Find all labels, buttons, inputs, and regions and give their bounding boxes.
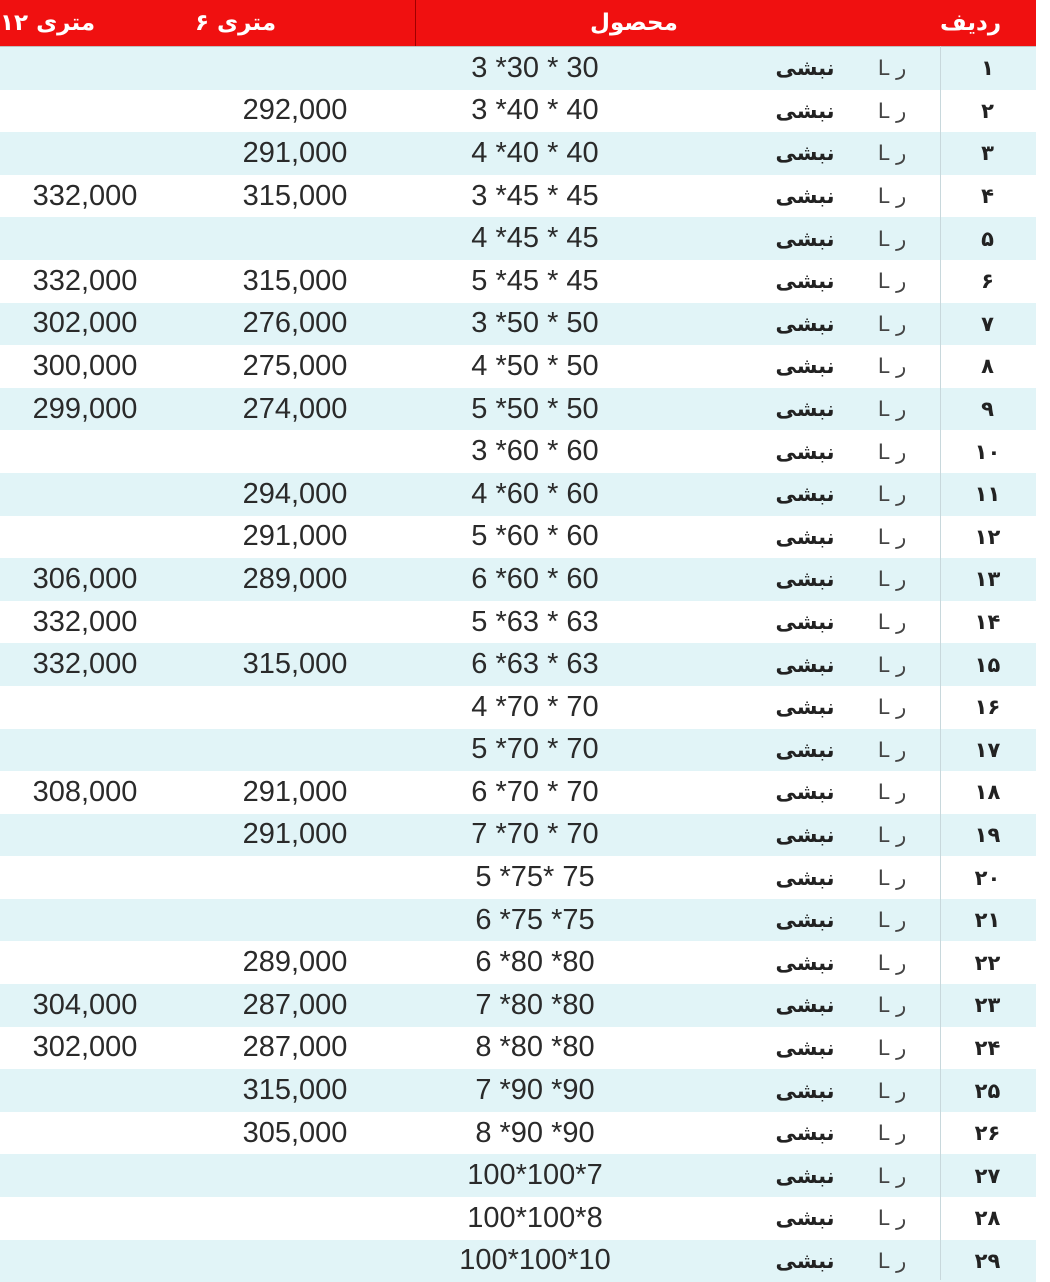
dimension-cell: 5 *75* 75 [475,861,595,894]
product-name-cell: نبشی [775,56,835,81]
dimension-cell: 100*100*7 [467,1159,603,1192]
row-number-cell: ۸ [981,354,994,379]
price-12m-cell: 300,000 [32,349,138,382]
price-6m-cell: 315,000 [242,264,348,297]
l-marker-cell: L ر [877,524,907,549]
l-marker-cell: L ر [877,269,907,294]
product-name-cell: نبشی [775,908,835,933]
dimension-cell: 8 *80 *80 [475,1031,595,1064]
dimension-cell: 6 *75 *75 [475,903,595,936]
dimension-cell: 4 *60 * 60 [471,477,599,510]
price-6m-cell [210,47,380,90]
table-row [0,217,1036,260]
product-name-cell: نبشی [775,695,835,720]
dimension-cell: 6 *70 * 70 [471,775,599,808]
header-product: محصول [590,10,678,36]
table-row [0,90,1036,133]
l-marker-cell: L ر [877,482,907,507]
dimension-cell: 4 *45 * 45 [471,222,599,255]
price-6m-cell [210,856,380,899]
header-6m: ۶ متری [195,10,277,36]
table-header [0,0,1036,47]
l-marker-cell: L ر [877,1121,907,1146]
product-name-cell: نبشی [775,567,835,592]
dimension-cell: 3 *45 * 45 [471,179,599,212]
product-name-cell: نبشی [775,950,835,975]
row-number-cell: ۱۹ [974,822,1001,847]
product-name-cell: نبشی [775,1078,835,1103]
dimension-cell: 100*100*8 [467,1201,603,1234]
price-6m-cell [210,729,380,772]
product-name-cell: نبشی [775,269,835,294]
price-6m-cell [210,601,380,644]
price-12m-cell: 332,000 [32,605,138,638]
table-row [0,345,1036,388]
dimension-cell: 3 *50 * 50 [471,307,599,340]
column-divider [940,46,941,1280]
price-6m-cell: 315,000 [242,179,348,212]
price-12m-cell: 332,000 [32,264,138,297]
price-12m-cell [0,686,170,729]
product-name-cell: نبشی [775,652,835,677]
l-marker-cell: L ر [877,354,907,379]
price-12m-cell: 332,000 [32,648,138,681]
product-name-cell: نبشی [775,1035,835,1060]
row-number-cell: ۳ [981,141,994,166]
price-6m-cell: 291,000 [242,520,348,553]
price-12m-cell [0,1154,170,1197]
l-marker-cell: L ر [877,1163,907,1188]
price-6m-cell [210,430,380,473]
product-name-cell: نبشی [775,354,835,379]
dimension-cell: 6 *63 * 63 [471,648,599,681]
header-12m: ۱۲ متری [0,10,96,36]
row-number-cell: ۱۱ [974,482,1001,507]
price-6m-cell [210,217,380,260]
price-6m-cell: 305,000 [242,1116,348,1149]
product-name-cell: نبشی [775,610,835,635]
row-number-cell: ۲۳ [974,993,1001,1018]
l-marker-cell: L ر [877,226,907,251]
price-6m-cell: 289,000 [242,562,348,595]
row-number-cell: ۲۷ [974,1163,1001,1188]
table-row [0,941,1036,984]
table-row [0,516,1036,559]
price-12m-cell [0,90,170,133]
l-marker-cell: L ر [877,1035,907,1060]
dimension-cell: 5 *63 * 63 [471,605,599,638]
dimension-cell: 4 *40 * 40 [471,136,599,169]
table-row [0,771,1036,814]
dimension-cell: 5 *45 * 45 [471,264,599,297]
price-6m-cell: 276,000 [242,307,348,340]
l-marker-cell: L ر [877,610,907,635]
row-number-cell: ۱۴ [974,610,1001,635]
table-row [0,388,1036,431]
row-number-cell: ۲۲ [974,950,1001,975]
l-marker-cell: L ر [877,439,907,464]
price-6m-cell: 291,000 [242,818,348,851]
l-marker-cell: L ر [877,695,907,720]
table-row [0,558,1036,601]
dimension-cell: 3 *40 * 40 [471,94,599,127]
row-number-cell: ۲۰ [974,865,1001,890]
l-marker-cell: L ر [877,950,907,975]
l-marker-cell: L ر [877,993,907,1018]
dimension-cell: 3 *60 * 60 [471,435,599,468]
product-name-cell: نبشی [775,524,835,549]
row-number-cell: ۱۸ [974,780,1001,805]
table-row [0,984,1036,1027]
table-row [0,132,1036,175]
l-marker-cell: L ر [877,56,907,81]
row-number-cell: ۱۵ [974,652,1001,677]
row-number-cell: ۵ [981,226,994,251]
dimension-cell: 6 *60 * 60 [471,562,599,595]
row-number-cell: ۱۷ [974,737,1001,762]
price-12m-cell [0,473,170,516]
table-row [0,686,1036,729]
row-number-cell: ۷ [981,311,994,336]
product-name-cell: نبشی [775,141,835,166]
dimension-cell: 5 *50 * 50 [471,392,599,425]
table-row [0,47,1036,90]
product-name-cell: نبشی [775,482,835,507]
price-12m-cell [0,814,170,857]
table-body [0,47,1036,1282]
row-number-cell: ۹ [981,397,994,422]
product-name-cell: نبشی [775,993,835,1018]
l-marker-cell: L ر [877,141,907,166]
price-6m-cell: 289,000 [242,946,348,979]
product-name-cell: نبشی [775,737,835,762]
header-row-number: ردیف [940,10,1002,36]
dimension-cell: 5 *70 * 70 [471,733,599,766]
l-marker-cell: L ر [877,397,907,422]
table-row [0,729,1036,772]
l-marker-cell: L ر [877,567,907,592]
product-name-cell: نبشی [775,865,835,890]
table-row [0,643,1036,686]
product-name-cell: نبشی [775,822,835,847]
price-12m-cell [0,1240,170,1282]
product-name-cell: نبشی [775,1248,835,1273]
price-6m-cell: 291,000 [242,136,348,169]
dimension-cell: 100*100*10 [459,1244,611,1277]
dimension-cell: 5 *60 * 60 [471,520,599,553]
dimension-cell: 7 *90 *90 [475,1074,595,1107]
product-name-cell: نبشی [775,1163,835,1188]
price-6m-cell: 287,000 [242,988,348,1021]
row-number-cell: ۲۶ [974,1121,1001,1146]
product-name-cell: نبشی [775,311,835,336]
l-marker-cell: L ر [877,1248,907,1273]
price-6m-cell: 287,000 [242,1031,348,1064]
product-name-cell: نبشی [775,184,835,209]
product-name-cell: نبشی [775,780,835,805]
price-12m-cell [0,856,170,899]
table-row [0,1240,1036,1282]
row-number-cell: ۲۸ [974,1206,1001,1231]
price-12m-cell [0,516,170,559]
price-6m-cell: 294,000 [242,477,348,510]
dimension-cell: 4 *50 * 50 [471,349,599,382]
row-number-cell: ۲۱ [974,908,1001,933]
product-name-cell: نبشی [775,226,835,251]
price-6m-cell: 315,000 [242,648,348,681]
l-marker-cell: L ر [877,652,907,677]
price-12m-cell [0,132,170,175]
dimension-cell: 8 *90 *90 [475,1116,595,1149]
row-number-cell: ۱ [981,56,994,81]
price-12m-cell [0,729,170,772]
l-marker-cell: L ر [877,822,907,847]
price-12m-cell [0,47,170,90]
l-marker-cell: L ر [877,780,907,805]
table-row [0,303,1036,346]
price-6m-cell [210,899,380,942]
price-6m-cell: 275,000 [242,349,348,382]
dimension-cell: 3 *30 * 30 [471,51,599,84]
l-marker-cell: L ر [877,865,907,890]
row-number-cell: ۲۹ [974,1248,1001,1273]
header-divider [415,0,416,46]
dimension-cell: 6 *80 *80 [475,946,595,979]
table-row [0,1112,1036,1155]
price-12m-cell [0,1112,170,1155]
row-number-cell: ۱۲ [974,524,1001,549]
l-marker-cell: L ر [877,98,907,123]
table-row [0,899,1036,942]
product-name-cell: نبشی [775,1206,835,1231]
row-number-cell: ۱۰ [974,439,1001,464]
product-name-cell: نبشی [775,439,835,464]
price-6m-cell [210,686,380,729]
table-row [0,1197,1036,1240]
price-12m-cell: 299,000 [32,392,138,425]
table-row [0,260,1036,303]
table-row [0,856,1036,899]
price-12m-cell [0,217,170,260]
l-marker-cell: L ر [877,1078,907,1103]
price-12m-cell: 304,000 [32,988,138,1021]
l-marker-cell: L ر [877,311,907,336]
product-name-cell: نبشی [775,1121,835,1146]
price-6m-cell: 291,000 [242,775,348,808]
price-6m-cell [210,1240,380,1282]
row-number-cell: ۴ [981,184,994,209]
price-12m-cell: 302,000 [32,307,138,340]
table-row [0,175,1036,218]
table-row [0,814,1036,857]
price-6m-cell [210,1154,380,1197]
price-12m-cell: 306,000 [32,562,138,595]
dimension-cell: 7 *80 *80 [475,988,595,1021]
product-name-cell: نبشی [775,98,835,123]
dimension-cell: 7 *70 * 70 [471,818,599,851]
price-6m-cell: 274,000 [242,392,348,425]
l-marker-cell: L ر [877,184,907,209]
row-number-cell: ۲ [981,98,994,123]
table-row [0,430,1036,473]
l-marker-cell: L ر [877,737,907,762]
row-number-cell: ۱۳ [974,567,1001,592]
price-6m-cell [210,1197,380,1240]
l-marker-cell: L ر [877,908,907,933]
l-marker-cell: L ر [877,1206,907,1231]
price-12m-cell: 302,000 [32,1031,138,1064]
dimension-cell: 4 *70 * 70 [471,690,599,723]
price-6m-cell: 315,000 [242,1074,348,1107]
price-12m-cell [0,1069,170,1112]
price-12m-cell [0,1197,170,1240]
row-number-cell: ۲۵ [974,1078,1001,1103]
row-number-cell: ۲۴ [974,1035,1001,1060]
table-row [0,1027,1036,1070]
price-12m-cell [0,430,170,473]
table-row [0,601,1036,644]
product-name-cell: نبشی [775,397,835,422]
price-6m-cell: 292,000 [242,94,348,127]
price-12m-cell [0,941,170,984]
price-12m-cell [0,899,170,942]
row-number-cell: ۱۶ [974,695,1001,720]
price-12m-cell: 332,000 [32,179,138,212]
table-row [0,1069,1036,1112]
table-row [0,1154,1036,1197]
row-number-cell: ۶ [981,269,994,294]
price-12m-cell: 308,000 [32,775,138,808]
table-row [0,473,1036,516]
